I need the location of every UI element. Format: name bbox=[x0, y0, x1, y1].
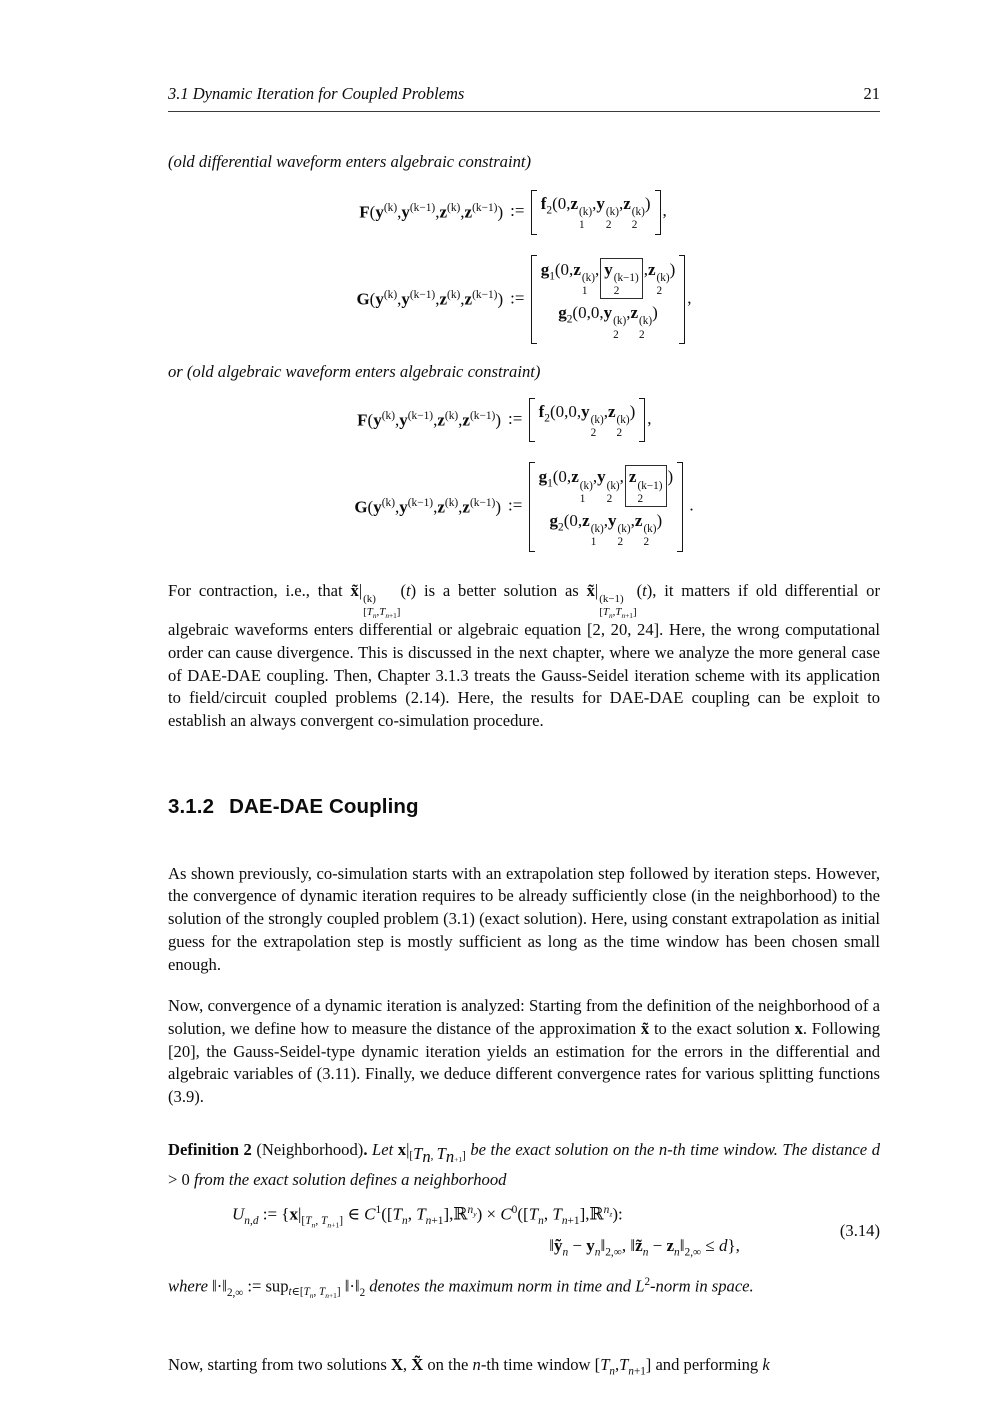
equation-block-2 bbox=[168, 398, 880, 552]
paragraph-as-shown: As shown previously, co-simulation starts with an extrapolation step followed by iteration steps. However, the convergence of dynamic iteration requires to be already sufficiently close (in the neighborhood) to the solution of the strongly coupled problem (3.1) (exact solution). Here, using constant extrapolation as initial guess for the extrapolation step is mostly sufficient as long as the time window has been chosen small enough. bbox=[168, 863, 880, 974]
equation-3-14-line2: $‖ỹ_n$ − $y_n‖_{2,\infty}$, $‖z̃_n$ − $z_n‖_{2,\infty} \le d$}, bbox=[549, 1236, 740, 1259]
eq2-F-rhs: := $f_2(0,0,y$ (k) 2 ,z (k) 2 ) , bbox=[508, 398, 652, 443]
equation-3-14-line1: $U_{n,d}$ := {$x|_{[T_n, T_{n+1}]}$ ∈ $C^1([T_n$, $T_{n+1}],ℝ^{n_y}) \times C^0([T_n$, $T_{n+1}],ℝ^{n_z}$): bbox=[232, 1203, 623, 1230]
equation-3-14 bbox=[168, 1204, 880, 1259]
eq2-G-rhs: := $g_1(0,z$ (k) 1 ,y (k) 2 , z (k−1) 2 ) $g_2(0,z$ (k) 1 ,y (k) 2 ,z (k) 2 ) . bbox=[508, 462, 694, 551]
equation-number: (3.14) bbox=[839, 1221, 880, 1241]
paragraph-final: Now, starting from two solutions X, X̃ on the n-th time window $[T_n,T_{n+1}]$ and performing k bbox=[168, 1354, 770, 1378]
label-old-differential: (old differential waveform enters algebraic constraint) bbox=[168, 152, 532, 171]
paragraph-now-convergence: Now, convergence of a dynamic iteration is analyzed: Starting from the definition of the neighborhood of a solution, we define how to measure the distance of the approximation x̃ to the exact solution x. Following [20], the Gauss-Seidel-type dynamic iteration yields an estimation for the errors in the differential and algebraic variables of (3.11). Finally, we deduce different convergence rates for various splitting functions (3.9). bbox=[168, 996, 881, 1107]
paragraph-where-norm: where $‖\cdot‖_{2,\infty}$ := sup$_{t\in[T_n, T_{n+1}]}$ $‖\cdot‖_2$ denotes the maximum norm in time and $L^2$-norm in space. bbox=[168, 1275, 754, 1301]
section-number: 3.1.2 bbox=[168, 794, 215, 818]
running-header bbox=[168, 84, 880, 112]
page-content bbox=[168, 0, 880, 1379]
eq1-F-lhs: $F(y^{(k)},y^{(k-1)},z^{(k)},z^{(k-1)})$ bbox=[359, 202, 504, 222]
paragraph-definition-2: Definition 2 (Neighborhood). Let $x|_{[T_n, T_{n+1}]}$ be the exact solution on the n-th time window. The distance d > 0 from the exact solution defines a neighborhood bbox=[168, 1139, 880, 1190]
label-old-algebraic: or (old algebraic waveform enters algebraic constraint) bbox=[168, 361, 541, 381]
equation-grid-1 bbox=[356, 190, 691, 344]
eq1-G-rhs: := $g_1(0,z$ (k) 1 , y (k−1) 2 ,z (k) 2 ) $g_2(0,0,y$ (k) 2 ,z (k) 2 ) , bbox=[510, 255, 691, 344]
equation-grid-2 bbox=[354, 398, 693, 552]
section-title: DAE-DAE Coupling bbox=[229, 794, 419, 818]
page-number: 21 bbox=[863, 84, 880, 103]
section-heading bbox=[168, 795, 880, 819]
eq2-F-lhs: $F(y^{(k)},y^{(k-1)},z^{(k)},z^{(k-1)})$ bbox=[357, 410, 502, 430]
paragraph-contraction: For contraction, i.e., that x̃| (k) $[T_n,T_{n+1}]$ (t) is a better solution as x̃| (k−1) $[T_n,T_{n+1}]$ (t), it matters if old differential or algebraic waveforms enters differential or algebraic equation [2, 20, 24]. Here, the wrong computational order can cause divergence. This is discussed in the next chapter, where we analyze the more general case of DAE-DAE coupling. Then, Chapter 3.1.3 treats the Gauss-Seidel iteration scheme with its application to field/circuit coupled problems (2.14). Here, the results for DAE-DAE coupling can be exploit to establish an always convergent co-simulation procedure. bbox=[168, 580, 881, 730]
equation-block-1 bbox=[168, 190, 880, 344]
running-header-title: 3.1 Dynamic Iteration for Coupled Problems bbox=[168, 84, 465, 103]
eq1-G-lhs: $G(y^{(k)},y^{(k-1)},z^{(k)},z^{(k-1)})$ bbox=[356, 289, 504, 309]
eq2-G-lhs: $G(y^{(k)},y^{(k-1)},z^{(k)},z^{(k-1)})$ bbox=[354, 497, 502, 517]
eq1-F-rhs: := $f_2(0,z$ (k) 1 ,y (k) 2 ,z (k) 2 ) , bbox=[510, 190, 667, 235]
equation-3-14-body bbox=[168, 1204, 840, 1259]
